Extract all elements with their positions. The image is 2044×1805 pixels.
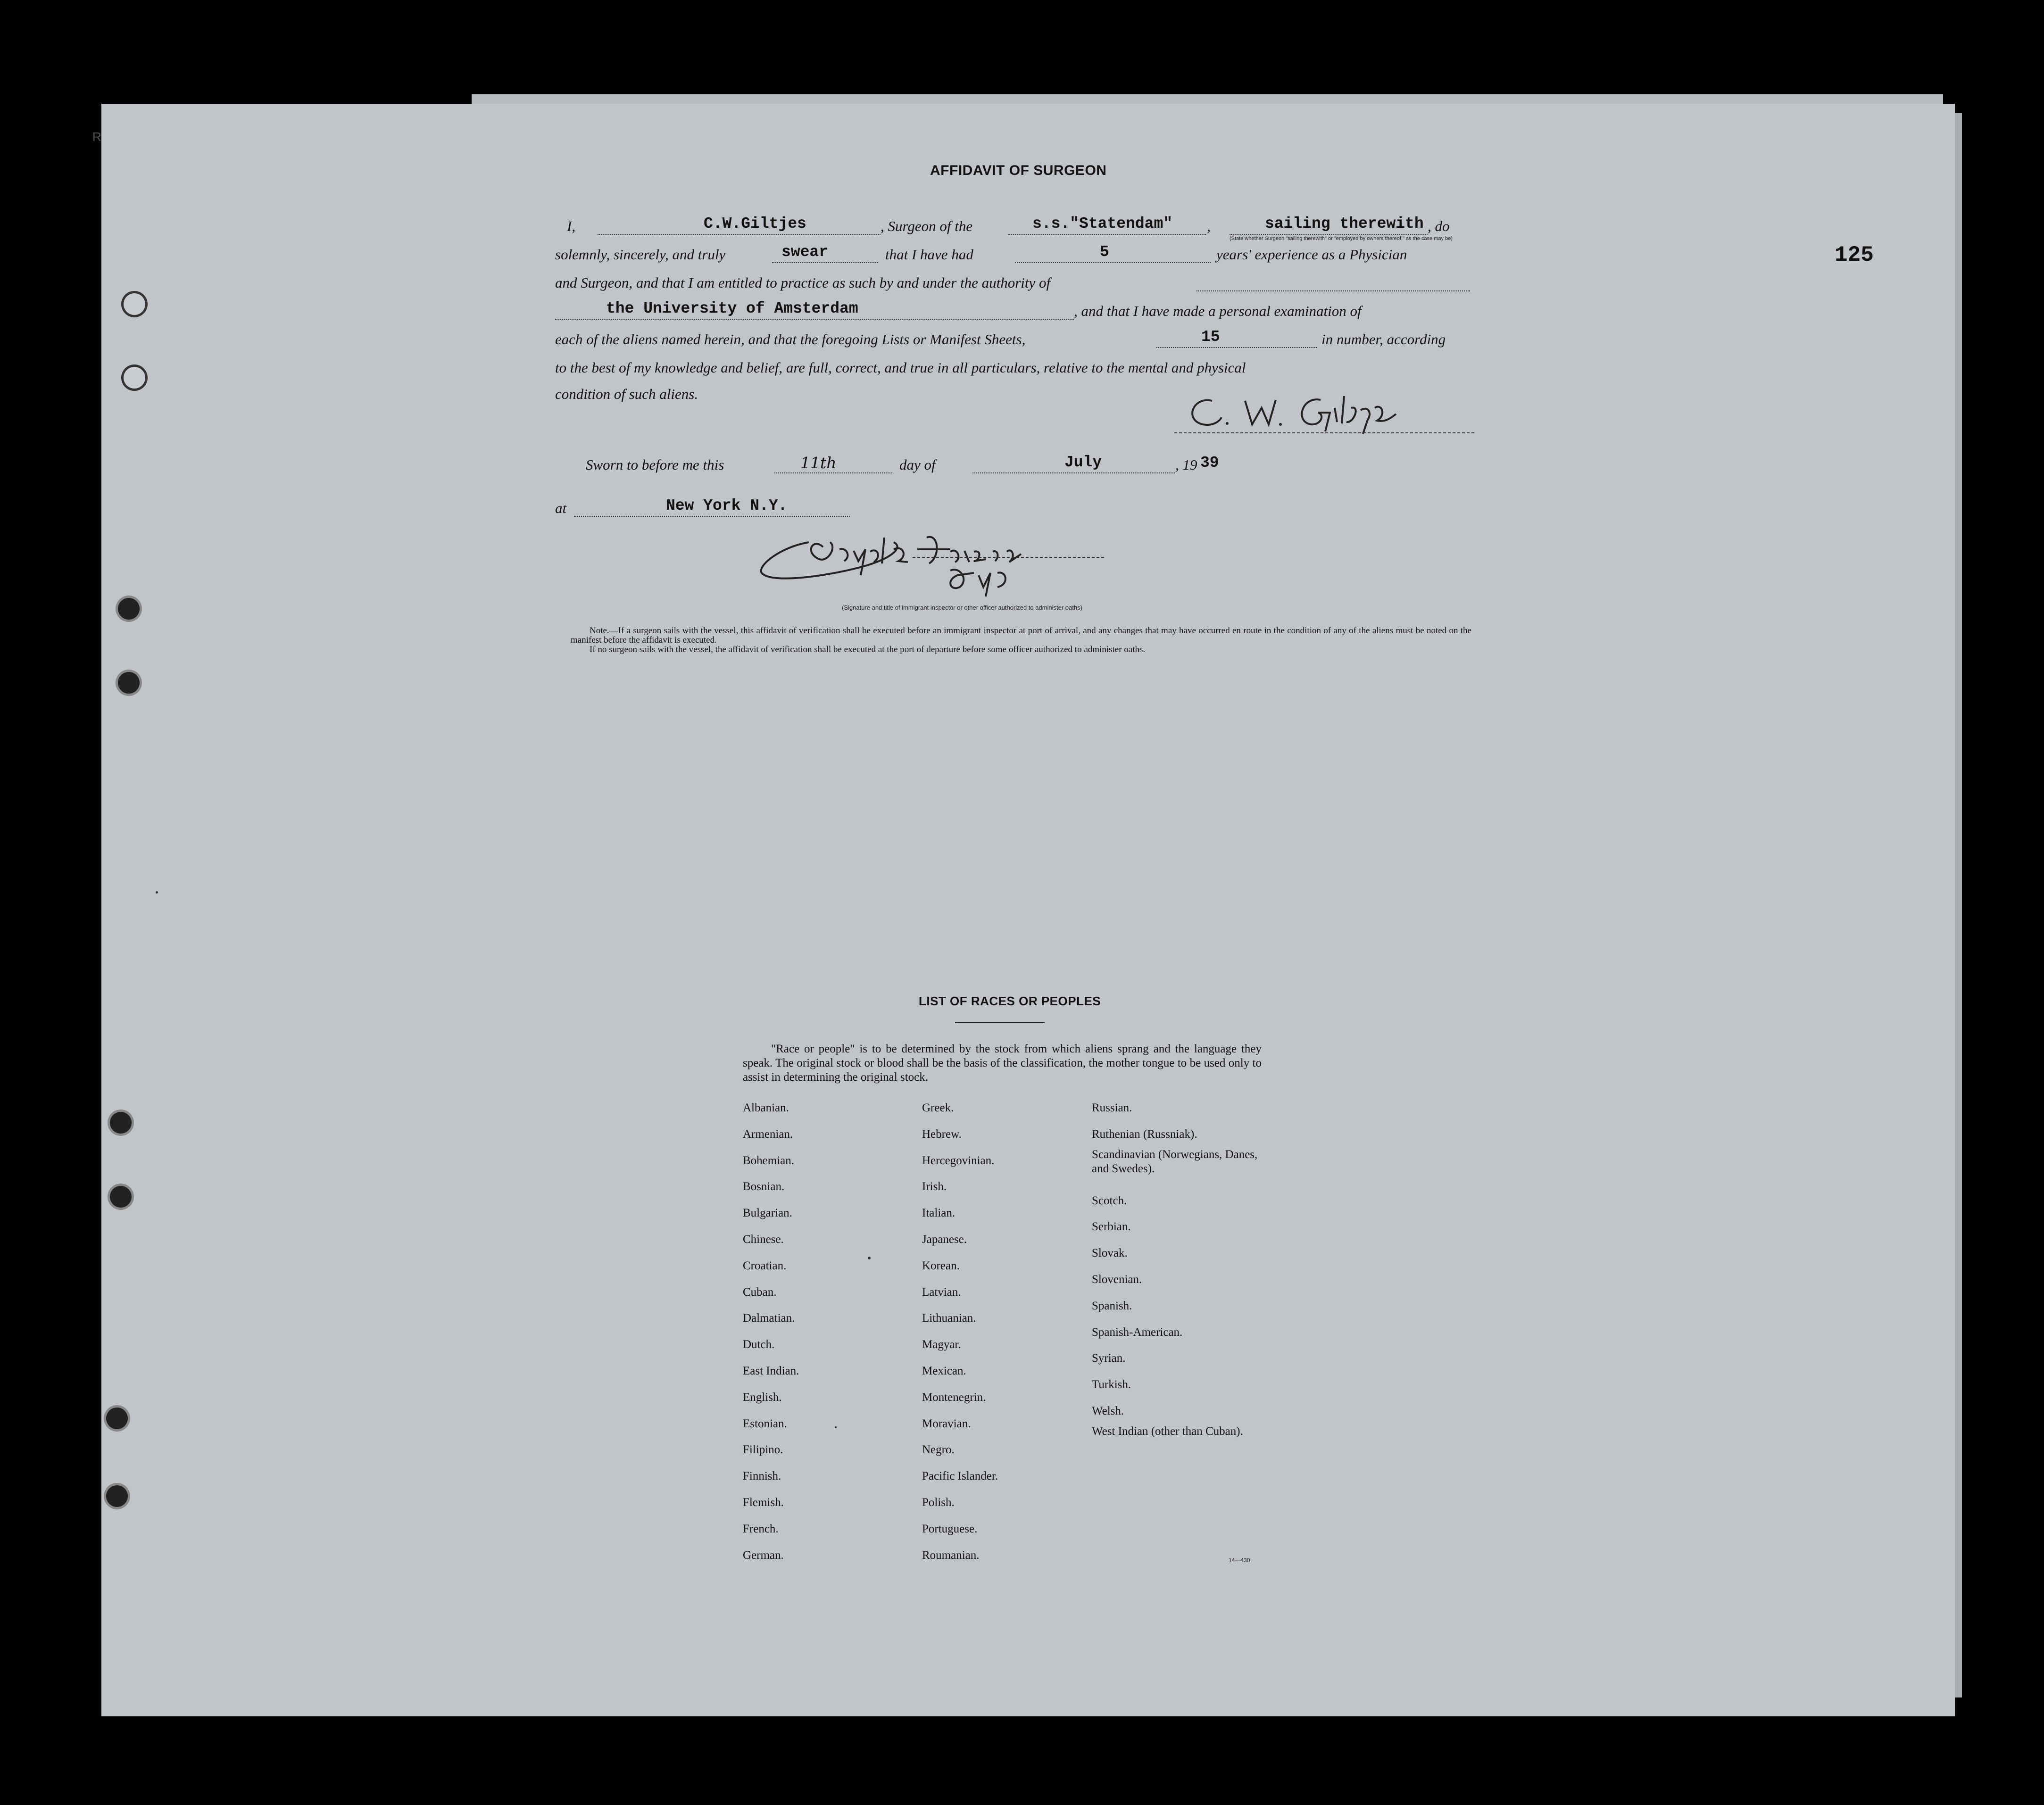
sailing-field: sailing therewith [1230,215,1428,235]
affidavit-line-4: the University of Amsterdam , and that I have made a personal examination of [555,303,1472,325]
race-item: Flemish. [743,1496,784,1509]
vessel-field: s.s."Statendam" [1008,215,1206,235]
punch-hole [124,367,145,389]
race-item: Bulgarian. [743,1207,792,1220]
race-item: Irish. [922,1180,947,1193]
race-item: Turkish. [1092,1378,1131,1391]
race-item: Hercegovinian. [922,1154,995,1167]
affidavit-line-7: condition of such aliens. [555,386,698,402]
punch-hole [124,293,145,315]
years-field: 5 [1015,243,1211,263]
race-item: West Indian (other than Cuban). [1092,1424,1243,1438]
year-field: 39 [1200,454,1219,472]
race-item: Lithuanian. [922,1312,976,1325]
race-item: German. [743,1548,784,1562]
race-item: Portuguese. [922,1522,978,1535]
race-item: Italian. [922,1207,956,1220]
punch-hole [106,1485,128,1507]
race-item: Filipino. [743,1443,783,1457]
punch-hole [118,598,140,620]
race-item: Pacific Islander. [922,1470,998,1483]
note-paragraph-2: If no surgeon sails with the vessel, the affidavit of verification shall be executed at the port of departure before some officer authorized to administer oaths. [590,645,1146,654]
race-item: French. [743,1522,779,1535]
races-column-2 [922,1095,998,1568]
affidavit-line-3: and Surgeon, and that I am entitled to practice as such by and under the authority of [555,274,1472,297]
race-item: Spanish-American. [1092,1325,1183,1339]
speck [835,1426,837,1428]
race-item: Latvian. [922,1285,961,1299]
race-item: Japanese. [922,1233,967,1246]
races-column-1 [743,1095,799,1568]
text: I, [567,218,576,234]
race-item: Syrian. [1092,1352,1126,1365]
affidavit-line-1: I, C.W.Giltjes , Surgeon of the s.s."Statendam" , sailing therewith , do (State whether Surgeon "sailing therewith" or "employed by owners thereof," as the case may be) [567,215,1453,241]
affidavit-line-2: solemnly, sincerely, and truly swear that I have had 5 years' experience as a Physician [555,243,1407,263]
race-item: Estonian. [743,1417,787,1430]
race-item: Scotch. [1092,1194,1127,1207]
authority-blank [1196,272,1470,291]
punch-hole [110,1112,132,1134]
race-item: Spanish. [1092,1299,1132,1312]
race-item: Ruthenian (Russniak). [1092,1127,1197,1141]
affidavit-line-6: to the best of my knowledge and belief, are full, correct, and true in all particulars, relative to the mental and physical [555,359,1246,376]
race-item: Polish. [922,1496,955,1509]
officer-signature [752,528,1158,599]
edge-mark: R [92,130,101,144]
officer-caption: (Signature and title of immigrant inspector or other officer authorized to administer oaths) [842,604,1082,611]
race-item: Dalmatian. [743,1312,795,1325]
race-item: Chinese. [743,1233,784,1246]
race-item: Slovak. [1092,1247,1128,1260]
race-item: Russian. [1092,1101,1132,1114]
race-item: Moravian. [922,1417,971,1430]
place-field: New York N.Y. [574,497,850,517]
page-number: 125 [1835,243,1874,267]
race-item: Negro. [922,1443,955,1457]
speck [156,891,158,894]
oath-field: swear [772,243,878,263]
race-item: Welsh. [1092,1404,1124,1417]
month-field: July [972,454,1175,473]
race-item: Finnish. [743,1470,781,1483]
races-column-3 [1092,1095,1271,1450]
race-item: Greek. [922,1101,954,1114]
surgeon-signature [1174,387,1476,439]
races-title: LIST OF RACES OR PEOPLES [919,994,1101,1008]
note [571,626,1471,654]
affidavit-title: AFFIDAVIT OF SURGEON [930,163,1107,178]
race-item: Bohemian. [743,1154,795,1167]
race-item: Albanian. [743,1101,789,1114]
race-item: Scandinavian (Norwegians, Danes, and Swedes). [1092,1148,1258,1175]
affidavit-line-5: each of the aliens named herein, and that the foregoing Lists or Manifest Sheets, 15 in number, according [555,328,1446,348]
surgeon-name-field: C.W.Giltjes [598,215,881,235]
race-item: Korean. [922,1259,960,1272]
races-intro: "Race or people" is to be determined by the stock from which aliens sprang and the language they speak. The original stock or blood shall be the basis of the classification, the mother tongue to be used only to assist in determining the original stock. [743,1043,1262,1084]
day-field: 11th [774,454,892,473]
authority-field: the University of Amsterdam [555,300,1074,320]
race-item: Croatian. [743,1259,787,1272]
punch-hole [110,1186,132,1208]
race-item: Magyar. [922,1338,961,1351]
speck [868,1257,871,1259]
sailing-hint: (State whether Surgeon "sailing therewith" or "employed by owners thereof," as the case may be) [1230,236,1453,241]
race-item: Cuban. [743,1285,777,1299]
race-item: Hebrew. [922,1127,962,1141]
race-item: Mexican. [922,1364,966,1377]
punch-hole [106,1408,128,1429]
sheets-field: 15 [1156,328,1317,348]
race-item: Montenegrin. [922,1391,986,1404]
race-item: Slovenian. [1092,1273,1142,1286]
title-rule [955,1022,1045,1023]
race-item: East Indian. [743,1364,799,1377]
race-item: Serbian. [1092,1220,1131,1234]
race-item: Bosnian. [743,1180,785,1193]
race-item: English. [743,1391,782,1404]
punch-hole [118,672,140,694]
race-item: Armenian. [743,1127,793,1141]
form-number: 14—430 [1229,1557,1250,1564]
at-line: at New York N.Y. [555,500,1472,522]
note-paragraph-1: Note.—If a surgeon sails with the vessel, this affidavit of verification shall be executed before an immigrant inspector at port of arrival, and any changes that may have occurred en route in the condition of any of the aliens must be noted on the manifest before the affidavit is executed. [571,626,1471,645]
race-item: Roumanian. [922,1548,980,1562]
sworn-line: Sworn to before me this 11th day of July , 19 39 [586,454,1219,473]
race-item: Dutch. [743,1338,775,1351]
